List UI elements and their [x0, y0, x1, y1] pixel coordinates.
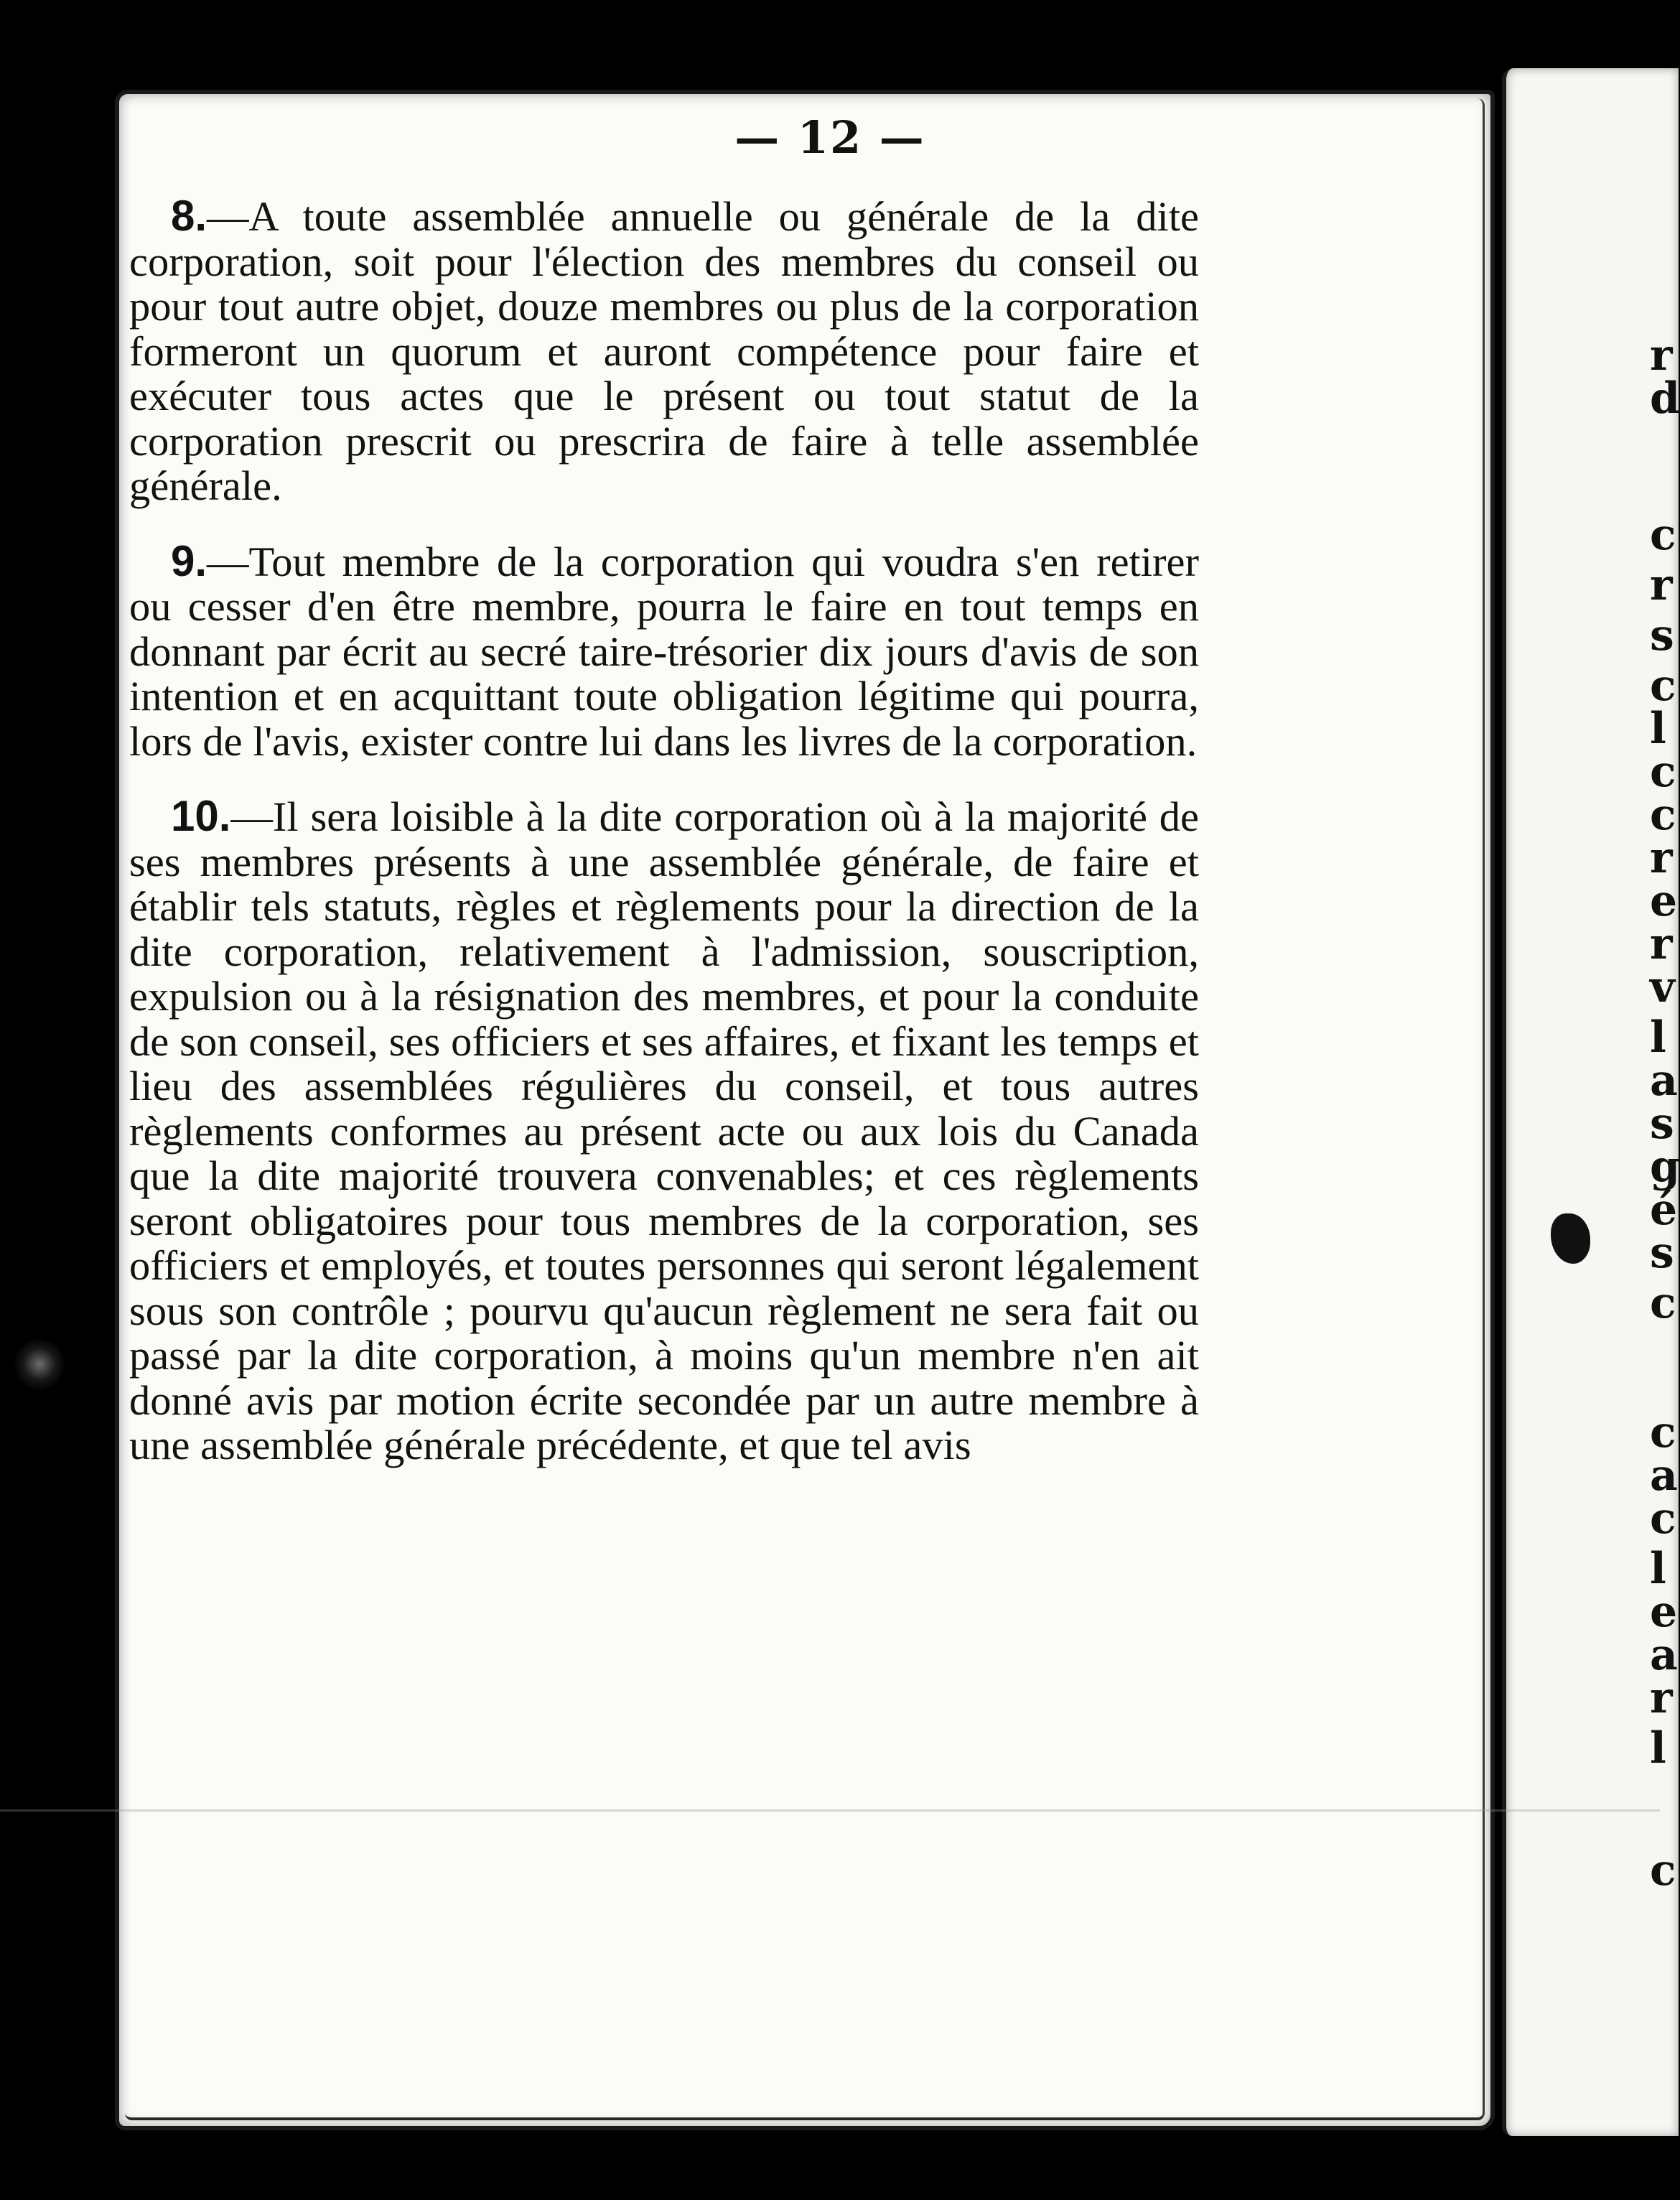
facing-page-letter: v: [1650, 962, 1675, 1012]
facing-page-letter: r: [1650, 833, 1673, 883]
scan-artifact-line: [0, 1809, 1660, 1812]
facing-page-edge: [1502, 68, 1679, 2136]
facing-page-letter: c: [1650, 1278, 1676, 1328]
facing-page-letter: r: [1650, 919, 1673, 969]
facing-page-letter: c: [1650, 661, 1676, 711]
facing-page-letter: s: [1650, 1228, 1674, 1278]
paragraph-text: —A toute assemblée annuelle ou générale de la dite corporation, soit pour l'élection des membres du conseil ou pour tout autre objet, douze membres ou plus de la corporation formeront un quorum et auront compétence pour faire et exécuter tous actes que le présent ou tout statut de la corporation prescrit ou prescrira de faire à telle assemblée générale.: [129, 193, 1199, 509]
section-number: 10.: [171, 792, 231, 840]
facing-page-letter: e: [1650, 876, 1678, 926]
left-margin-smudge: [14, 1339, 65, 1389]
facing-page-letter: a: [1650, 1630, 1678, 1680]
facing-page-letter: r: [1650, 560, 1673, 610]
section-number: 9.: [171, 536, 207, 585]
page-number: — 12 —: [734, 111, 925, 164]
facing-page-letter: r: [1650, 330, 1673, 381]
facing-page-letter: a: [1650, 1055, 1678, 1106]
facing-page-letter: r: [1650, 1673, 1673, 1723]
facing-page-letter: l: [1650, 1723, 1666, 1773]
facing-page-letter: a: [1650, 1450, 1678, 1501]
facing-page-letter: c: [1650, 790, 1676, 840]
facing-page-letter: c: [1650, 1845, 1676, 1896]
facing-page-letter: d: [1650, 373, 1680, 424]
facing-page-letter: s: [1650, 1099, 1674, 1149]
facing-page-letter: l: [1650, 704, 1666, 754]
paragraph-text: —Il sera loisible à la dite corporation où à la majorité de ses membres présents à une assemblée générale, de faire et établir tels statuts, règles et règlements pour la direction de la dite corporation, relativement à l'admission, souscription, expulsion ou à la résignation des membres, et pour la conduite de son conseil, ses officiers et ses affaires, et fixant les temps et lieu des assemblées régulières du conseil, et tous autres règlements conformes au présent acte ou aux lois du Canada que la dite majorité trouvera convenables; et ces règlements seront obligatoires pour tous membres de la corporation, ses officiers et employés, et toutes personnes qui seront légalement sous son contrôle ; pourvu qu'aucun règlement ne sera fait ou passé par la dite corporation, à moins qu'un membre n'en ait donné avis par motion écrite secondée par un autre membre à une assemblée générale précédente, et que tel avis: [129, 793, 1199, 1468]
paragraph-10: [129, 794, 1199, 1468]
body-text: [129, 194, 1199, 1498]
facing-page-letter: c: [1650, 747, 1676, 797]
facing-page-letter: e: [1650, 1587, 1678, 1637]
facing-page-letter: g: [1650, 1142, 1680, 1192]
facing-page-letter: é: [1650, 1185, 1678, 1235]
facing-page-letter: c: [1650, 1493, 1676, 1544]
facing-page-letter: c: [1650, 510, 1676, 560]
paragraph-8: [129, 194, 1199, 509]
facing-page-letter: s: [1650, 610, 1674, 661]
section-number: 8.: [171, 192, 207, 240]
paragraph-text: —Tout membre de la corporation qui voudra s'en retirer ou cesser d'en être membre, pourra le faire en tout temps en donnant par écrit au secré taire-trésorier dix jours d'avis de son intention et en acquittant toute obligation légitime qui pourra, lors de l'avis, exister contre lui dans les livres de la corporation.: [129, 538, 1199, 765]
facing-page-letter: l: [1650, 1544, 1666, 1594]
facing-page-letter: l: [1650, 1012, 1666, 1063]
facing-page-letter: c: [1650, 1407, 1676, 1458]
paragraph-9: [129, 536, 1199, 765]
